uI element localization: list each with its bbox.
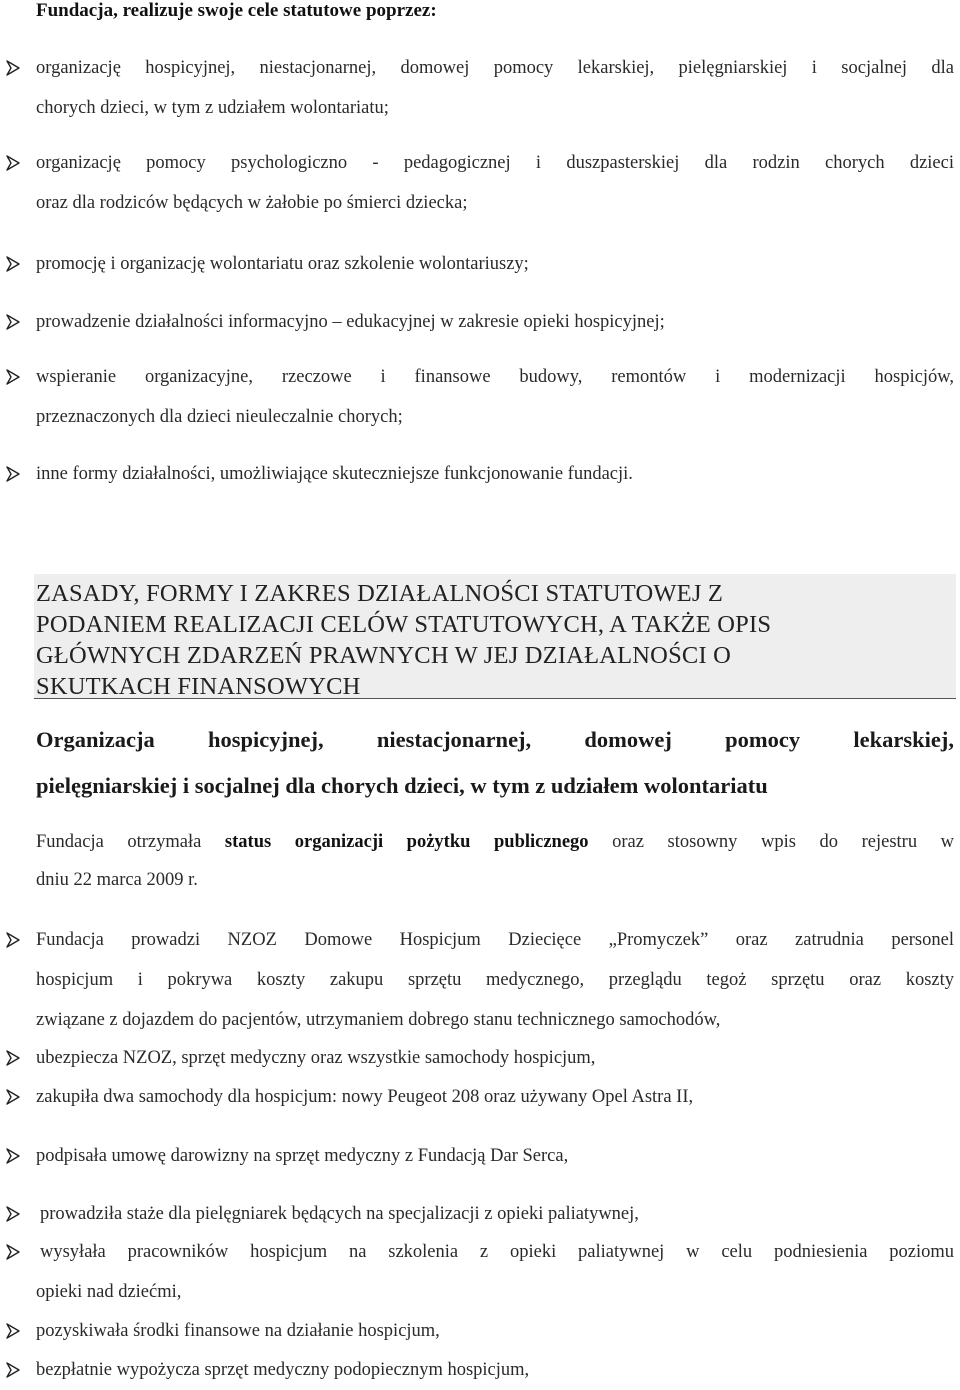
activity-item (6, 1194, 954, 1234)
goal-line: chorych dzieci, w tym z udziałem wolontariatu; (36, 98, 389, 118)
activity-item (6, 1077, 954, 1117)
org-heading-line: pielęgniarskiej i socjalnej dla chorych dzieci, w tym z udziałem wolontariatu (36, 773, 768, 798)
activity-item (6, 1350, 954, 1390)
arrow-bullet-icon (6, 1362, 20, 1378)
intro-heading: Fundacja, realizuje swoje cele statutowe poprzez: (36, 0, 437, 21)
section-title-line: SKUTKACH FINANSOWYCH (36, 673, 361, 700)
arrow-bullet-icon (6, 60, 20, 76)
arrow-bullet-icon (6, 369, 20, 385)
org-heading (36, 717, 954, 809)
goal-line: organizację hospicyjnej, niestacjonarnej, domowej pomocy lekarskiej, pielęgniarskiej i socjalnej dla (36, 58, 954, 78)
activity-line: Fundacja prowadzi NZOZ Domowe Hospicjum Dziecięce „Promyczek” oraz zatrudnia personel (36, 930, 954, 950)
activity-item (6, 1038, 954, 1078)
org-heading-line: Organizacja hospicyjnej, niestacjonarnej, domowej pomocy lekarskiej, (36, 727, 954, 752)
activity-line: zakupiła dwa samochody dla hospicjum: nowy Peugeot 208 oraz używany Opel Astra II, (36, 1087, 694, 1107)
goal-line: oraz dla rodziców będących w żałobie po śmierci dziecka; (36, 193, 468, 213)
goal-item (6, 454, 954, 494)
arrow-bullet-icon (6, 1323, 20, 1339)
goal-line: promocję i organizację wolontariatu oraz szkolenie wolontariuszy; (36, 254, 529, 274)
goal-item (6, 48, 954, 128)
status-text: oraz stosowny wpis do rejestru w (588, 832, 954, 852)
activity-item (6, 1136, 954, 1176)
activity-item (6, 920, 954, 1040)
status-text: Fundacja otrzymała (36, 832, 225, 852)
section-title-line: PODANIEM REALIZACJI CELÓW STATUTOWYCH, A TAKŻE OPIS (36, 611, 772, 638)
goal-line: prowadzenie działalności informacyjno – edukacyjnej w zakresie opieki hospicyjnej; (36, 312, 665, 332)
goal-item (6, 143, 954, 223)
activity-line: podpisała umowę darowizny na sprzęt medyczny z Fundacją Dar Serca, (36, 1146, 569, 1166)
goal-line: wspieranie organizacyjne, rzeczowe i finansowe budowy, remontów i modernizacji hospicjów, (36, 367, 954, 387)
activity-line: związane z dojazdem do pacjentów, utrzymaniem dobrego stanu technicznego samochodów, (36, 1010, 721, 1030)
activity-line: ubezpiecza NZOZ, sprzęt medyczny oraz wszystkie samochody hospicjum, (36, 1048, 596, 1068)
activity-line: hospicjum i pokrywa koszty zakupu sprzętu medycznego, przeglądu tegoż sprzętu oraz koszty (36, 970, 954, 990)
goal-line: organizację pomocy psychologiczno - pedagogicznej i duszpasterskiej dla rodzin chorych dzieci (36, 153, 954, 173)
activity-item (6, 1311, 954, 1351)
arrow-bullet-icon (6, 155, 20, 171)
section-title (36, 578, 936, 702)
arrow-bullet-icon (6, 1050, 20, 1066)
arrow-bullet-icon (6, 1244, 20, 1260)
activity-line: opieki nad dziećmi, (36, 1282, 182, 1302)
arrow-bullet-icon (6, 1206, 20, 1222)
activity-line: pozyskiwała środki finansowe na działanie hospicjum, (36, 1321, 440, 1341)
status-date-line: dniu 22 marca 2009 r. (36, 870, 198, 890)
goal-item (6, 244, 954, 284)
goal-item (6, 357, 954, 437)
activity-item (6, 1232, 954, 1312)
goal-line: przeznaczonych dla dzieci nieuleczalnie chorych; (36, 407, 403, 427)
arrow-bullet-icon (6, 256, 20, 272)
section-title-line: ZASADY, FORMY I ZAKRES DZIAŁALNOŚCI STATUTOWEJ Z (36, 580, 724, 607)
goal-item (6, 302, 954, 342)
activity-line: wysyłała pracowników hospicjum na szkolenia z opieki paliatywnej w celu podniesienia poziomu (40, 1242, 954, 1262)
arrow-bullet-icon (6, 932, 20, 948)
status-bold-text: status organizacji pożytku publicznego (224, 832, 589, 852)
goal-line: inne formy działalności, umożliwiające skuteczniejsze funkcjonowanie fundacji. (36, 464, 633, 484)
status-paragraph (36, 823, 954, 899)
activity-line: bezpłatnie wypożycza sprzęt medyczny podopiecznym hospicjum, (36, 1360, 530, 1380)
activity-line: prowadziła staże dla pielęgniarek będących na specjalizacji z opieki paliatywnej, (40, 1204, 639, 1224)
arrow-bullet-icon (6, 1089, 20, 1105)
arrow-bullet-icon (6, 466, 20, 482)
arrow-bullet-icon (6, 1148, 20, 1164)
arrow-bullet-icon (6, 314, 20, 330)
section-title-line: GŁÓWNYCH ZDARZEŃ PRAWNYCH W JEJ DZIAŁALNOŚCI O (36, 642, 732, 669)
